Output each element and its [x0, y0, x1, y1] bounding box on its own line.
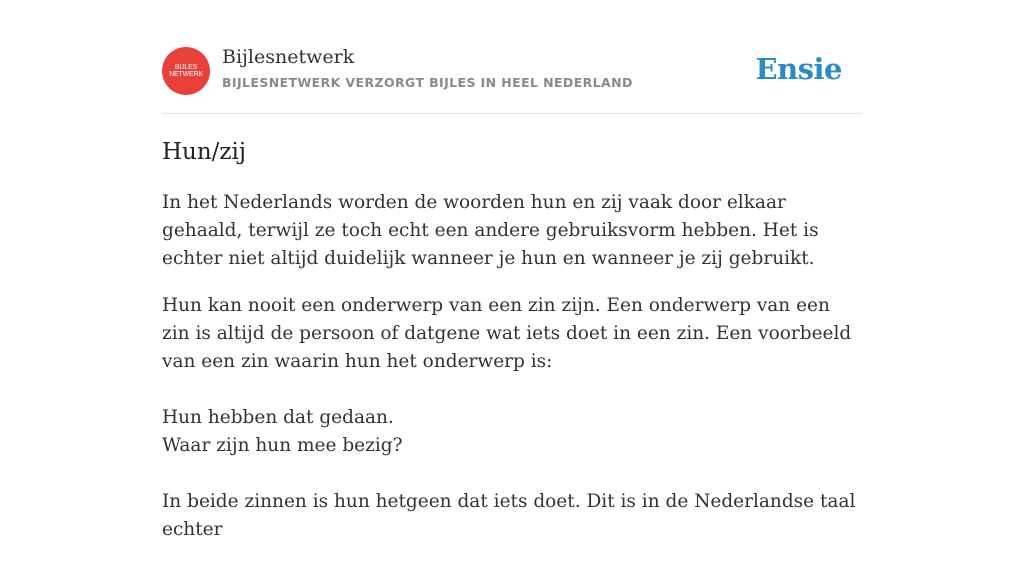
page [162, 0, 862, 540]
avatar-text-line-1: BIJLES [174, 64, 198, 71]
example-sentence-1: Hun hebben dat gedaan. [162, 407, 394, 428]
spacer [162, 376, 862, 404]
paragraph-explanation-text: Hun kan nooit een onderwerp van een zin zijn. Een onderwerp van een zin is altijd de persoon of datgene wat iets doet in een zin. Een voorbeeld van een zin waarin hun het onderwerp is: [162, 295, 852, 372]
header [162, 0, 862, 114]
article-body [162, 189, 862, 563]
avatar-text-line-2: NETWERK [169, 71, 203, 78]
page-title: Hun/zij [162, 139, 247, 165]
paragraph-intro: In het Nederlands worden de woorden hun en zij vaak door elkaar gehaald, terwijl ze toch echt een andere gebruiksvorm hebben. Het is echter niet altijd duidelijk wanneer je hun en wanneer je zij gebruikt. [162, 192, 819, 269]
author-tagline: BIJLESNETWERK VERZORGT BIJLES IN HEEL NEDERLAND [222, 75, 633, 90]
ensie-logo-link[interactable]: Ensie [755, 52, 842, 86]
example-sentence-2: Waar zijn hun mee bezig? [162, 435, 403, 456]
avatar[interactable] [162, 47, 210, 95]
author-name[interactable]: Bijlesnetwerk [222, 46, 355, 68]
spacer [162, 460, 862, 488]
paragraph-conclusion: In beide zinnen is hun hetgeen dat iets doet. Dit is in de Nederlandse taal echter [162, 491, 856, 540]
paragraph-explanation [162, 292, 862, 544]
